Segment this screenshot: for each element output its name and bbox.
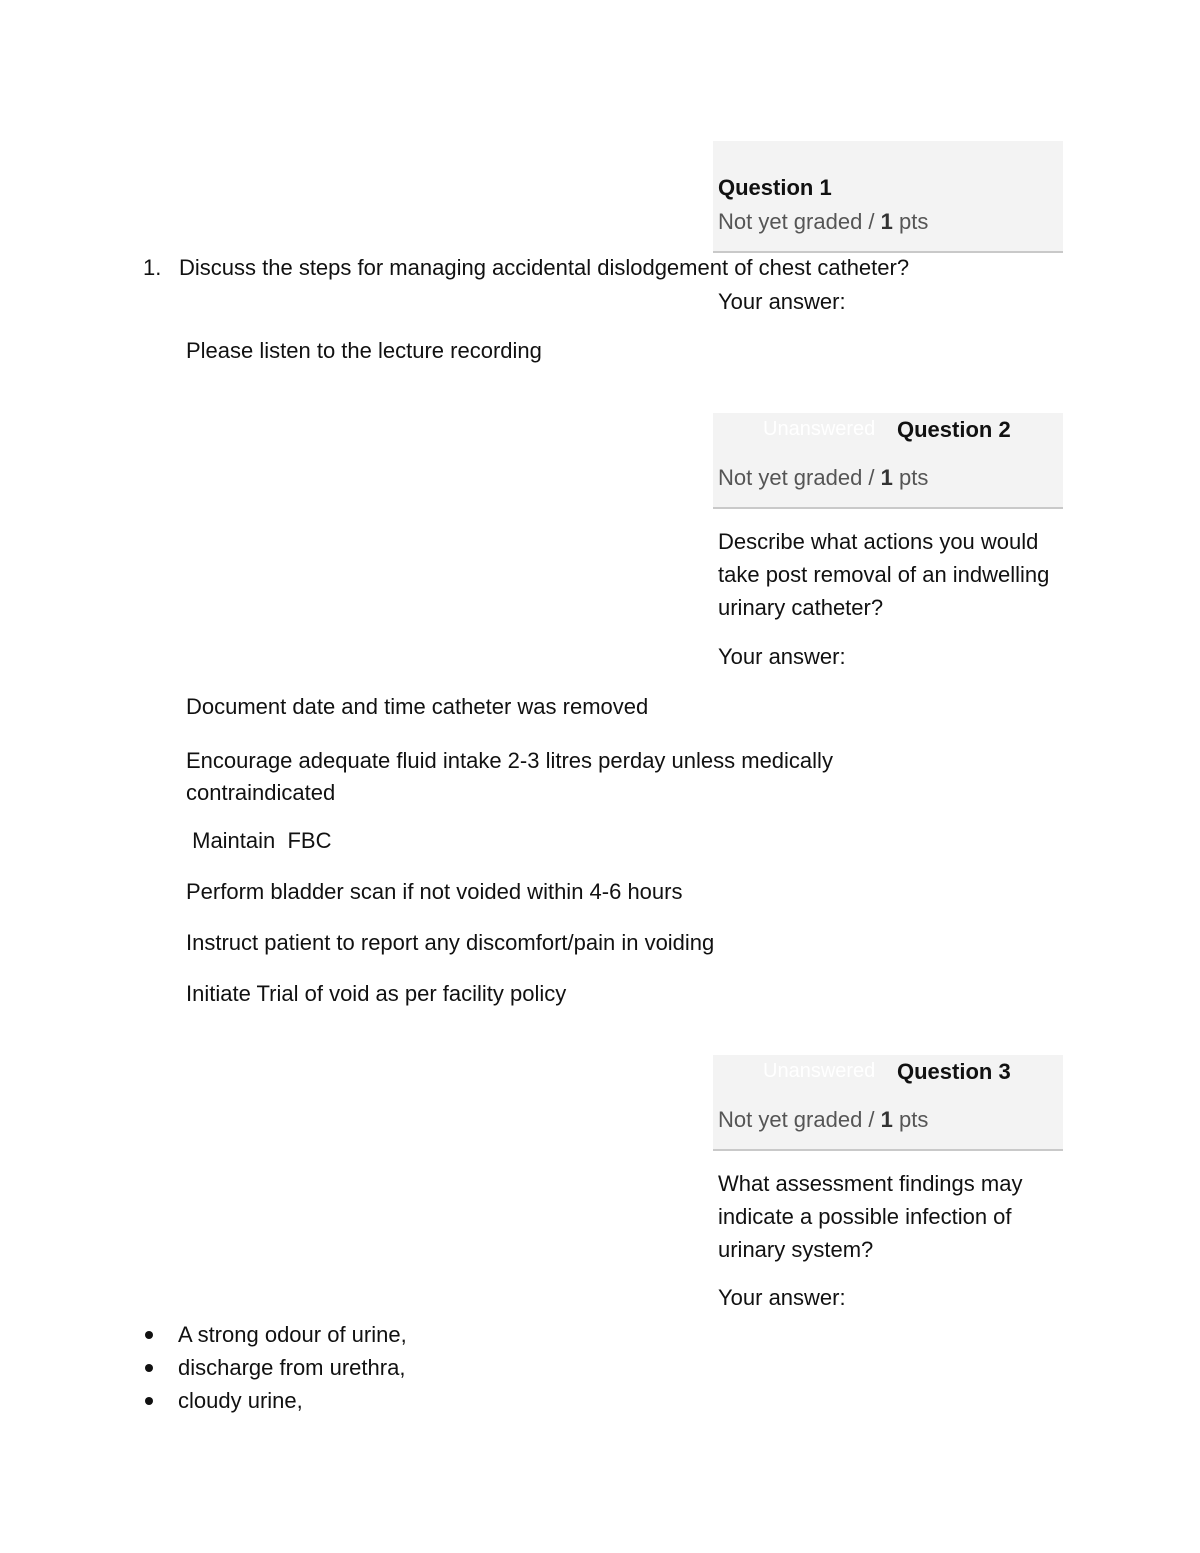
- bullet-icon: [145, 1397, 153, 1405]
- question-3-title: Question 3: [897, 1059, 1011, 1084]
- question-2-header: [713, 413, 1063, 509]
- question-1-number: 1.: [143, 255, 162, 280]
- question-3-grade: [718, 1107, 928, 1133]
- grade-points: 1: [880, 209, 893, 234]
- question-2-answer-line: Initiate Trial of void as per facility policy: [186, 981, 567, 1006]
- list-item: [145, 1318, 407, 1351]
- question-2-answer-line: Encourage adequate fluid intake 2-3 litres perday unless medically contraindicated: [186, 748, 833, 805]
- question-2-answer-line: Perform bladder scan if not voided within 4-6 hours: [186, 879, 683, 904]
- grade-prefix: Not yet graded /: [718, 465, 881, 490]
- question-2-answer-line: Maintain FBC: [186, 828, 332, 853]
- list-item-text: A strong odour of urine,: [178, 1322, 407, 1347]
- question-1-header: [713, 141, 1063, 253]
- grade-points: 1: [880, 1107, 893, 1132]
- list-item-text: cloudy urine,: [178, 1388, 303, 1413]
- question-2-your-answer-label: Your answer:: [718, 644, 846, 669]
- question-3-status: Unanswered: [763, 1060, 876, 1082]
- question-2-grade: [718, 465, 928, 491]
- question-1-prompt: Discuss the steps for managing accidental dislodgement of chest catheter?: [179, 255, 910, 280]
- question-1-title: Question 1: [718, 175, 832, 200]
- grade-suffix: pts: [892, 209, 929, 234]
- question-1-answer: Please listen to the lecture recording: [186, 338, 542, 363]
- bullet-icon: [145, 1364, 153, 1372]
- bullet-icon: [145, 1331, 153, 1339]
- question-2-answer-line: Instruct patient to report any discomfort/pain in voiding: [186, 930, 715, 955]
- question-1-your-answer-label: Your answer:: [718, 289, 846, 314]
- question-3-your-answer-label: Your answer:: [718, 1285, 846, 1310]
- question-2-status: Unanswered: [763, 418, 876, 440]
- question-2-prompt: Describe what actions you would take post removal of an indwelling urinary catheter?: [718, 529, 1050, 620]
- grade-suffix: pts: [892, 465, 929, 490]
- grade-suffix: pts: [892, 1107, 929, 1132]
- question-3-prompt: What assessment findings may indicate a possible infection of urinary system?: [718, 1171, 1023, 1262]
- list-item: [145, 1384, 407, 1417]
- grade-points: 1: [880, 465, 893, 490]
- question-3-answer-list: [145, 1318, 407, 1417]
- grade-prefix: Not yet graded /: [718, 1107, 881, 1132]
- list-item-text: discharge from urethra,: [178, 1355, 406, 1380]
- grade-prefix: Not yet graded /: [718, 209, 881, 234]
- list-item: [145, 1351, 407, 1384]
- question-2-answer-line: Document date and time catheter was removed: [186, 694, 649, 719]
- question-2-title: Question 2: [897, 417, 1011, 442]
- question-1-grade: [718, 209, 928, 235]
- question-3-header: [713, 1055, 1063, 1151]
